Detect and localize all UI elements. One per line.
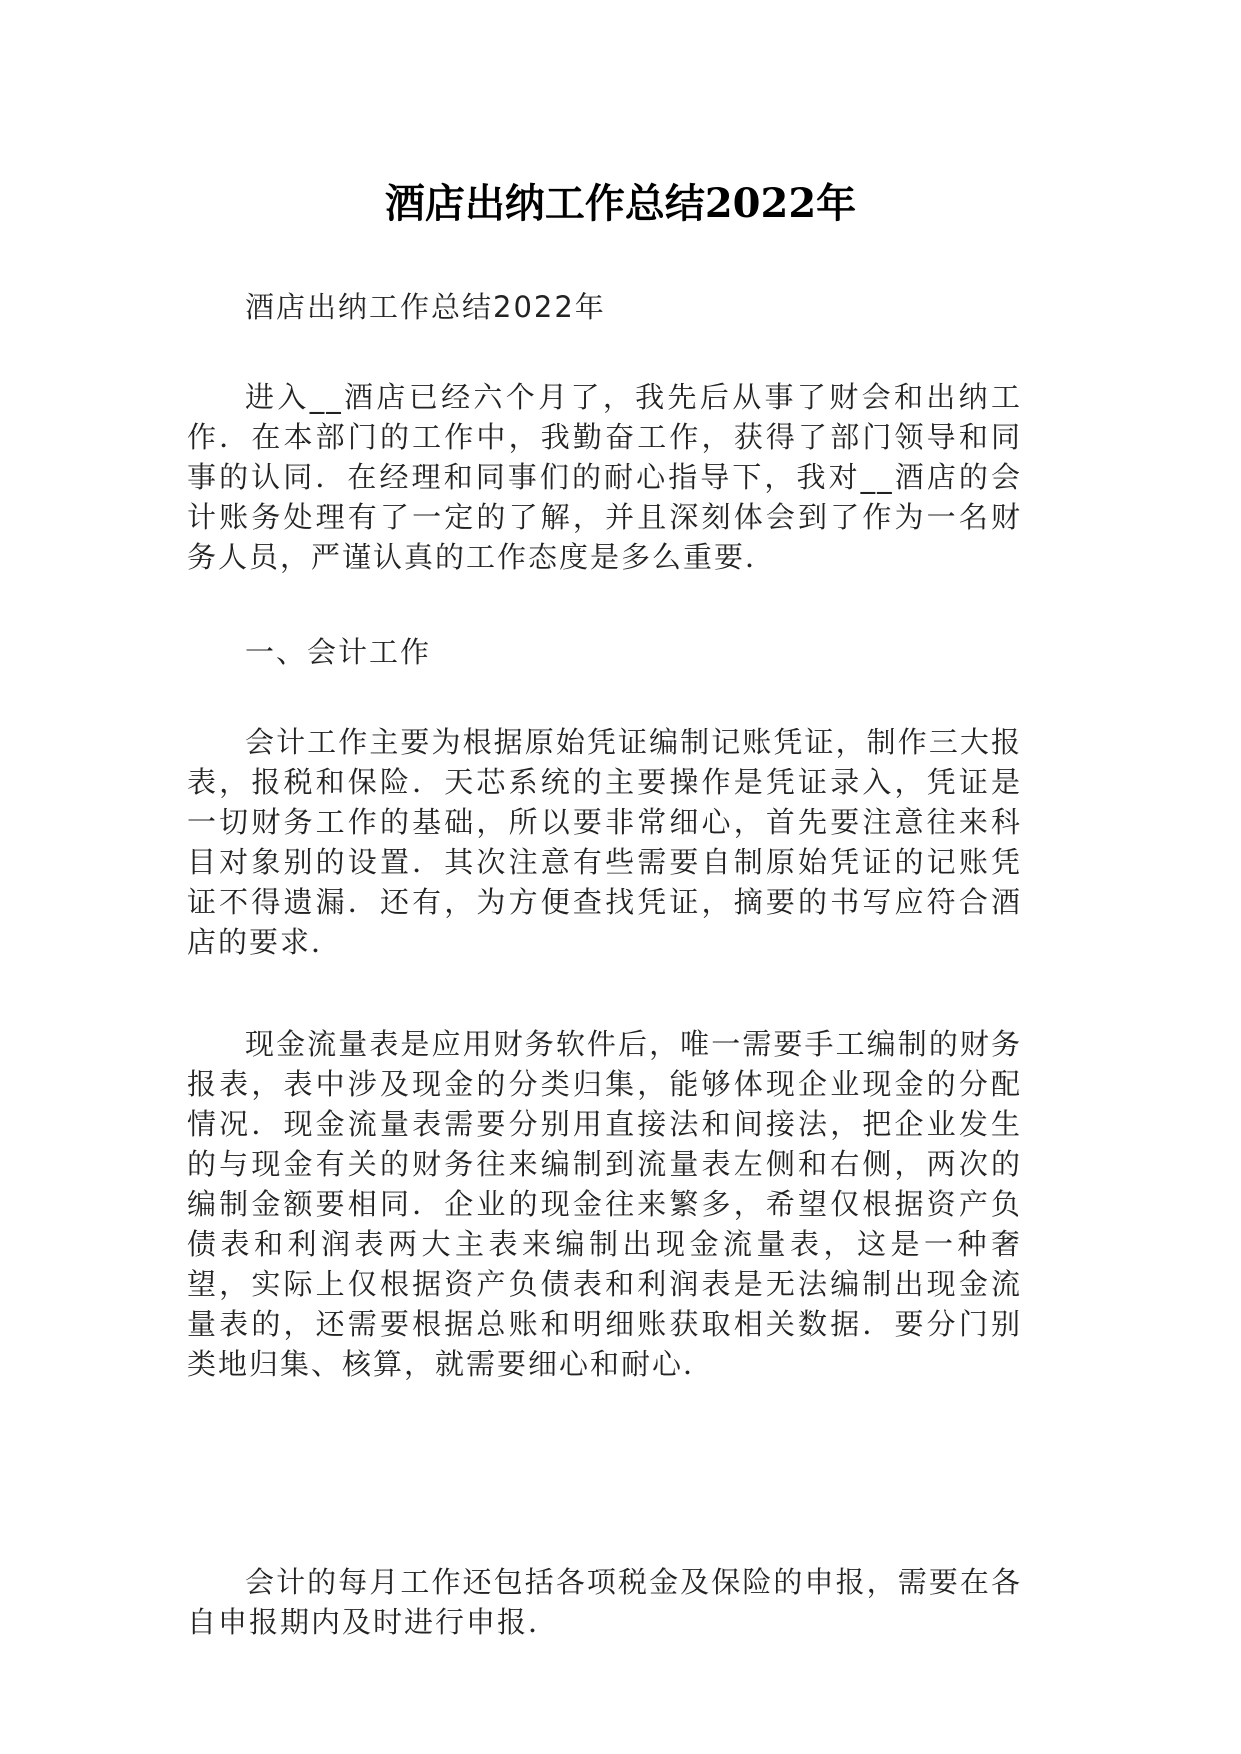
document-title: 酒店出纳工作总结2022年 — [384, 180, 857, 227]
intro-paragraph: 进入__酒店已经六个月了，我先后从事了财会和出纳工作．在本部门的工作中，我勤奋工作，获得了部门领导和同事的认同．在经理和同事们的耐心指导下，我对__酒店的会计账务处理有了一定的了解，并且深刻体会到了作为一名财务人员，严谨认真的工作态度是多么重要． — [187, 380, 1022, 574]
accounting-paragraph: 会计工作主要为根据原始凭证编制记账凭证，制作三大报表，报税和保险．天芯系统的主要操作是凭证录入，凭证是一切财务工作的基础，所以要非常细心，首先要注意往来科目对象别的设置．其次注意有些需要自制原始凭证的记账凭证不得遗漏．还有，为方便查找凭证，摘要的书写应符合酒店的要求． — [187, 725, 1022, 959]
section-heading-accounting: 一、会计工作 — [245, 635, 432, 669]
document-subtitle: 酒店出纳工作总结2022年 — [245, 290, 606, 324]
cashflow-paragraph: 现金流量表是应用财务软件后，唯一需要手工编制的财务报表，表中涉及现金的分类归集，能够体现企业现金的分配情况．现金流量表需要分别用直接法和间接法，把企业发生的与现金有关的财务往来编制到流量表左侧和右侧，两次的编制金额要相同．企业的现金往来繁多，希望仅根据资产负债表和利润表两大主表来编制出现金流量表，这是一种奢望，实际上仅根据资产负债表和利润表是无法编制出现金流量表的，还需要根据总账和明细账获取相关数据．要分门别类地归集、核算，就需要细心和耐心． — [187, 1027, 1022, 1381]
monthly-duties-paragraph: 会计的每月工作还包括各项税金及保险的申报，需要在各自申报期内及时进行申报． — [187, 1565, 1022, 1639]
